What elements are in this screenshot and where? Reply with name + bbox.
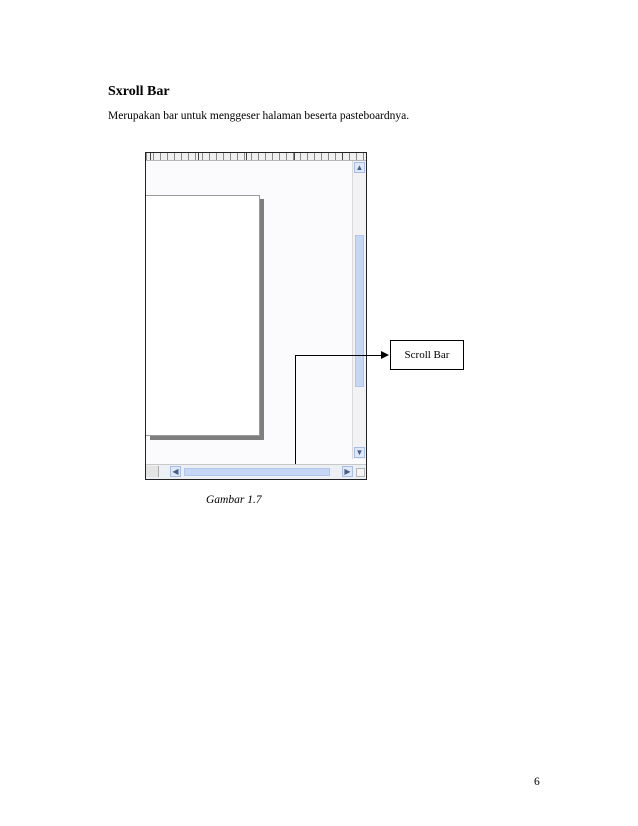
scroll-down-button[interactable]: [354, 447, 365, 458]
pasteboard-area[interactable]: [146, 161, 354, 459]
section-heading: Sxroll Bar: [108, 84, 170, 99]
vertical-scrollbar[interactable]: [352, 161, 366, 459]
vertical-scroll-thumb[interactable]: [355, 235, 364, 387]
chevron-down-icon: ▼: [355, 448, 364, 457]
callout-line-vertical: [295, 355, 296, 464]
horizontal-scroll-thumb[interactable]: [184, 468, 330, 476]
ruler-major-tick: [342, 153, 343, 160]
horizontal-scrollbar[interactable]: [146, 464, 366, 479]
figure-caption: Gambar 1.7: [206, 494, 262, 506]
chevron-up-icon: ▲: [355, 163, 364, 172]
chevron-left-icon: ◀: [172, 467, 179, 476]
chevron-right-icon: ▶: [344, 467, 351, 476]
scroll-up-button[interactable]: [354, 162, 365, 173]
ruler-major-tick: [150, 153, 151, 160]
page-number: 6: [534, 776, 540, 788]
callout-label-box: Scroll Bar: [390, 340, 464, 370]
callout-arrow-icon: [381, 351, 389, 359]
section-paragraph: Merupakan bar untuk menggeser halaman beserta pasteboardnya.: [108, 110, 410, 122]
screenshot-figure: [145, 152, 367, 480]
ruler-major-tick: [198, 153, 199, 160]
callout-line-horizontal: [295, 355, 381, 356]
ruler-major-tick: [246, 153, 247, 160]
horizontal-ruler: [146, 153, 366, 161]
ruler-major-tick: [294, 153, 295, 160]
page-tab[interactable]: [146, 466, 159, 477]
scrollbar-corner: [356, 468, 365, 477]
document-page[interactable]: [146, 195, 260, 436]
scroll-left-button[interactable]: [170, 466, 181, 477]
scroll-right-button[interactable]: [342, 466, 353, 477]
